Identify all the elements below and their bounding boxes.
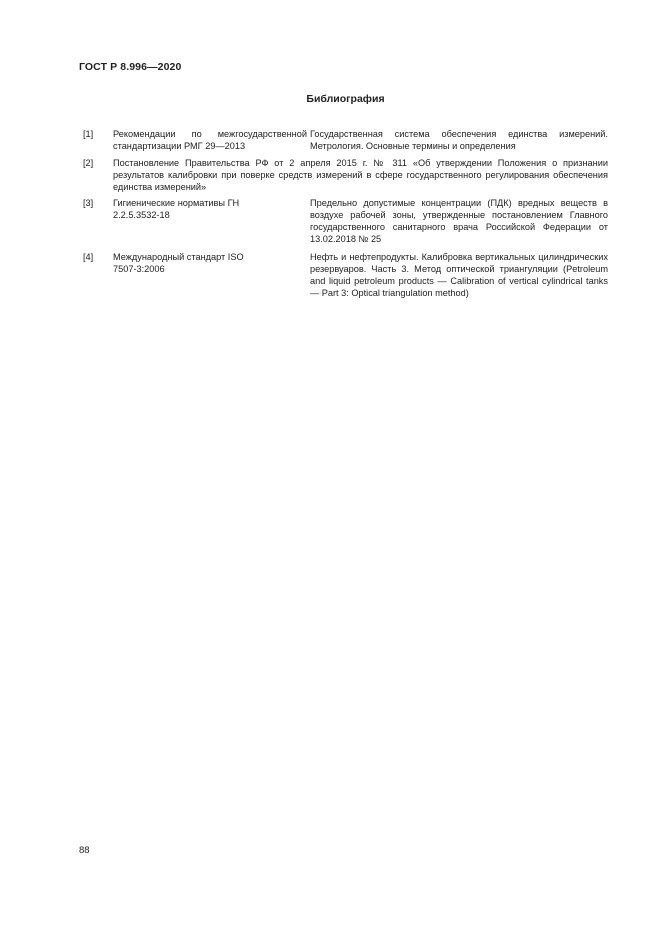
- entry-source: Гигиенические нормативы ГН 2.2.5.3532-18: [113, 198, 240, 220]
- entry-description: Государственная система обеспечения единства измерений. Метрология. Основные термины и определения: [310, 129, 608, 151]
- section-title: Библиография: [306, 93, 385, 105]
- entry-number: [3]: [83, 198, 94, 208]
- entry-source: Международный стандарт ISO 7507-3:2006: [113, 252, 244, 274]
- entry-full-text: Постановление Правительства РФ от 2 апреля 2015 г. № 311 «Об утверждении Положения о признании результатов калибровки при поверке средств измерений в сфере государственного регулирования обеспечения единства измерений»: [113, 158, 608, 192]
- entry-source: Рекомендации по межгосударственной стандартизации РМГ 29—2013: [113, 129, 307, 151]
- page-number: 88: [79, 845, 90, 856]
- entry-number: [2]: [83, 158, 94, 168]
- entry-description: Нефть и нефтепродукты. Калибровка вертикальных цилиндрических резервуаров. Часть 3. Метод оптической триангуляции (Petroleum and liquid petroleum products — Calibration of vertical cylindrical tanks — Part 3: Optical triangulation method): [310, 252, 608, 298]
- document-header: ГОСТ Р 8.996—2020: [79, 61, 182, 73]
- entry-description: Предельно допустимые концентрации (ПДК) вредных веществ в воздухе рабочей зоны, утвержденные постановлением Главного государственного санитарного врача Российской Федерации от 13.02.2018 № 25: [310, 198, 608, 244]
- entry-number: [4]: [83, 252, 94, 262]
- entry-number: [1]: [83, 129, 94, 139]
